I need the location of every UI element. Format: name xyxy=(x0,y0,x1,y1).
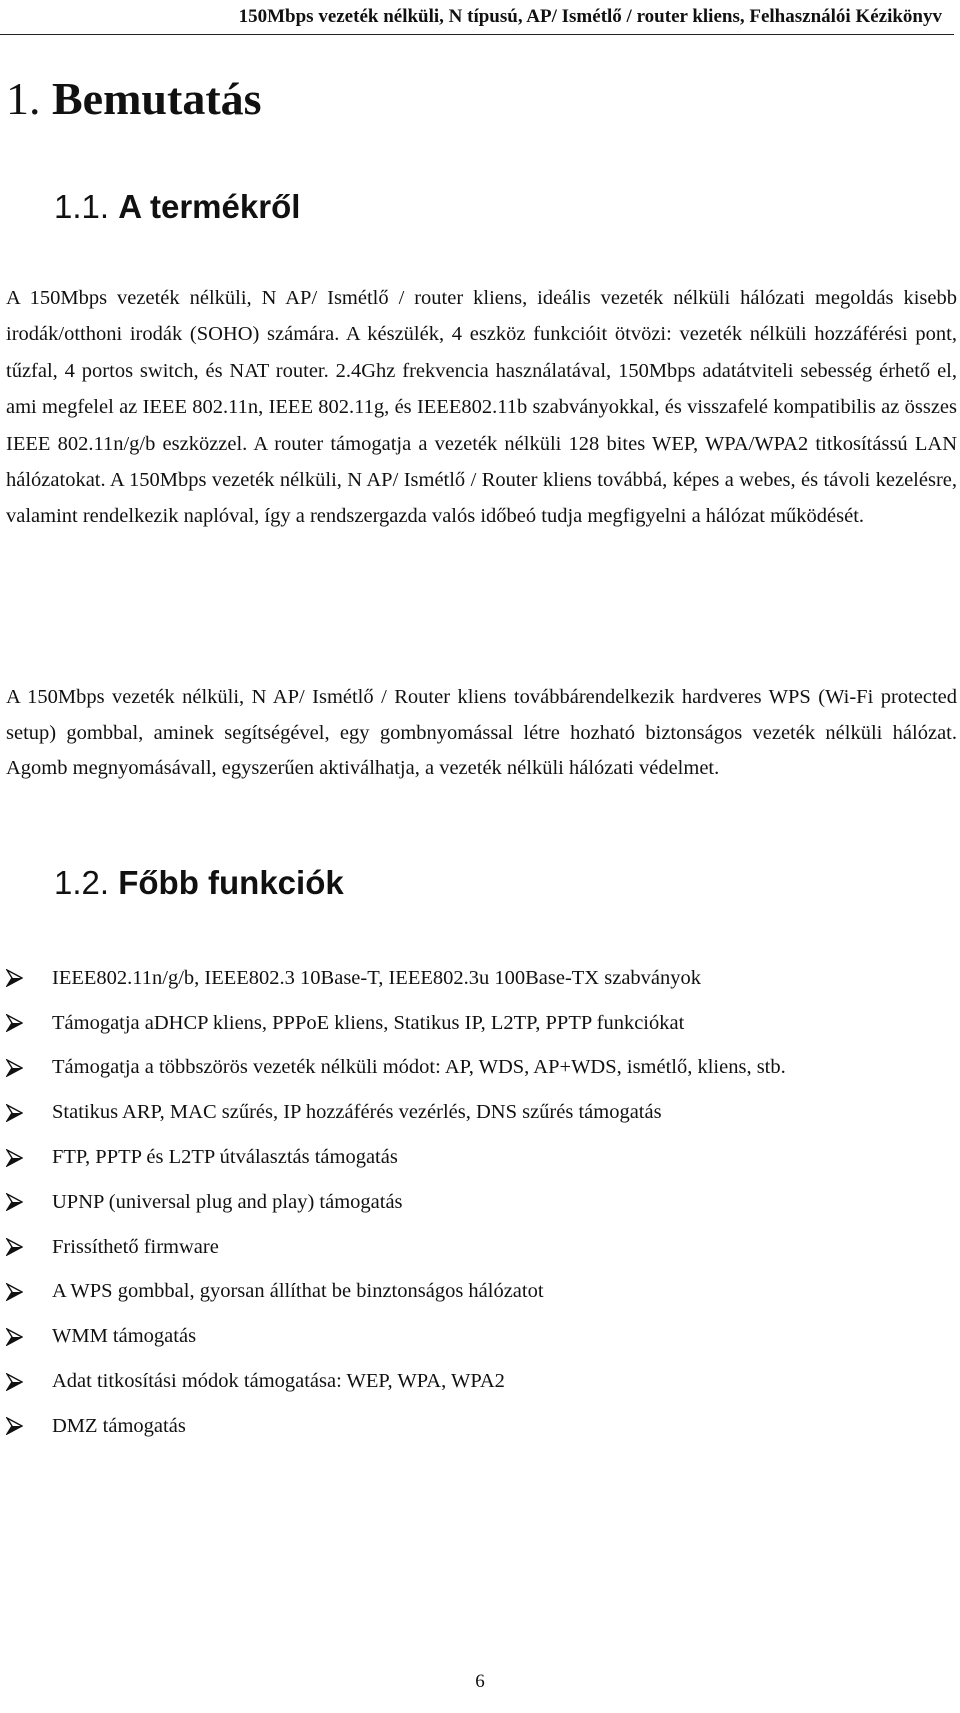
arrowhead-bullet-icon xyxy=(6,1014,52,1032)
arrowhead-bullet-icon xyxy=(6,1193,52,1211)
feature-item xyxy=(6,956,956,1001)
feature-text: WMM támogatás xyxy=(52,1325,197,1348)
feature-list xyxy=(6,956,956,1449)
arrowhead-bullet-icon xyxy=(6,1328,52,1346)
subsection-heading-about xyxy=(54,188,300,226)
feature-text: Támogatja aDHCP kliens, PPPoE kliens, Statikus IP, L2TP, PPTP funkciókat xyxy=(52,1011,685,1034)
feature-item xyxy=(6,1001,956,1046)
feature-text: DMZ támogatás xyxy=(52,1414,186,1437)
section-title: Bemutatás xyxy=(52,73,262,124)
arrowhead-bullet-icon xyxy=(6,1283,52,1301)
feature-item xyxy=(6,1404,956,1449)
arrowhead-bullet-icon xyxy=(6,1104,52,1122)
feature-text: Statikus ARP, MAC szűrés, IP hozzáférés vezérlés, DNS szűrés támogatás xyxy=(52,1101,662,1124)
intro-paragraph: A 150Mbps vezeték nélküli, N AP/ Ismétlő / router kliens, ideális vezeték nélküli hálózati megoldás kisebb irodák/otthoni irodák (SOHO) számára. A készülék, 4 eszköz funkcióit ötvözi: vezeték nélküli hozzáférési pont, tűzfal, 4 portos switch, és NAT router. 2.4Ghz frekvencia használatával, 150Mbps adatátviteli sebesség érhető el, ami megfelel az IEEE 802.11n, IEEE 802.11g, és IEEE802.11b szabványokkal, és visszafelé kompatibilis az összes IEEE 802.11n/g/b eszközzel. A router támogatja a vezeték nélküli 128 bites WEP, WPA/WPA2 titkosítássú LAN hálózatokat. A 150Mbps vezeték nélküli, N AP/ Ismétlő / Router kliens továbbá, képes a webes, és távoli kezelésre, valamint rendelkezik naplóval, így a rendszergazda valós időbeó tudja megfigyelni a hálózat működését. xyxy=(6,287,957,528)
section-heading xyxy=(6,72,262,125)
arrowhead-bullet-icon xyxy=(6,969,52,987)
feature-text: Támogatja a többszörös vezeték nélküli módot: AP, WDS, AP+WDS, ismétlő, kliens, stb. xyxy=(52,1056,786,1079)
wps-paragraph: A 150Mbps vezeték nélküli, N AP/ Ismétlő / Router kliens továbbárendelkezik hardveres WPS (Wi-Fi protected setup) gombbal, aminek segítségével, egy gombnyomással létre hozható biztonságos vezeték nélküli hálózat. Agomb megnyomásávall, egyszerűen aktiválhatja, a vezeték nélküli hálózati védelmet. xyxy=(6,686,957,780)
subsection-title: A termékről xyxy=(118,188,301,225)
section-number: 1. xyxy=(6,73,41,124)
feature-item xyxy=(6,1225,956,1270)
subsection-heading-features xyxy=(54,864,344,902)
feature-item xyxy=(6,1090,956,1135)
arrowhead-bullet-icon xyxy=(6,1238,52,1256)
feature-item xyxy=(6,1046,956,1091)
feature-text: Adat titkosítási módok támogatása: WEP, WPA, WPA2 xyxy=(52,1370,505,1393)
subsection-title: Főbb funkciók xyxy=(118,864,344,901)
arrowhead-bullet-icon xyxy=(6,1417,52,1435)
feature-text: IEEE802.11n/g/b, IEEE802.3 10Base-T, IEEE802.3u 100Base-TX szabványok xyxy=(52,966,702,989)
arrowhead-bullet-icon xyxy=(6,1059,52,1077)
header-rule xyxy=(0,34,954,35)
feature-item xyxy=(6,1359,956,1404)
feature-text: UPNP (universal plug and play) támogatás xyxy=(52,1190,403,1213)
page-number: 6 xyxy=(475,1671,485,1692)
subsection-number: 1.2. xyxy=(54,864,110,901)
running-header: 150Mbps vezeték nélküli, N típusú, AP/ Ismétlő / router kliens, Felhasználói Kézikönyv xyxy=(238,6,942,27)
arrowhead-bullet-icon xyxy=(6,1149,52,1167)
arrowhead-bullet-icon xyxy=(6,1373,52,1391)
feature-text: FTP, PPTP és L2TP útválasztás támogatás xyxy=(52,1146,398,1169)
feature-item xyxy=(6,1314,956,1359)
feature-item xyxy=(6,1270,956,1315)
feature-item xyxy=(6,1135,956,1180)
subsection-number: 1.1. xyxy=(54,188,110,225)
feature-text: Frissíthető firmware xyxy=(52,1235,219,1258)
feature-item xyxy=(6,1180,956,1225)
feature-text: A WPS gombbal, gyorsan állíthat be binztonságos hálózatot xyxy=(52,1280,544,1303)
